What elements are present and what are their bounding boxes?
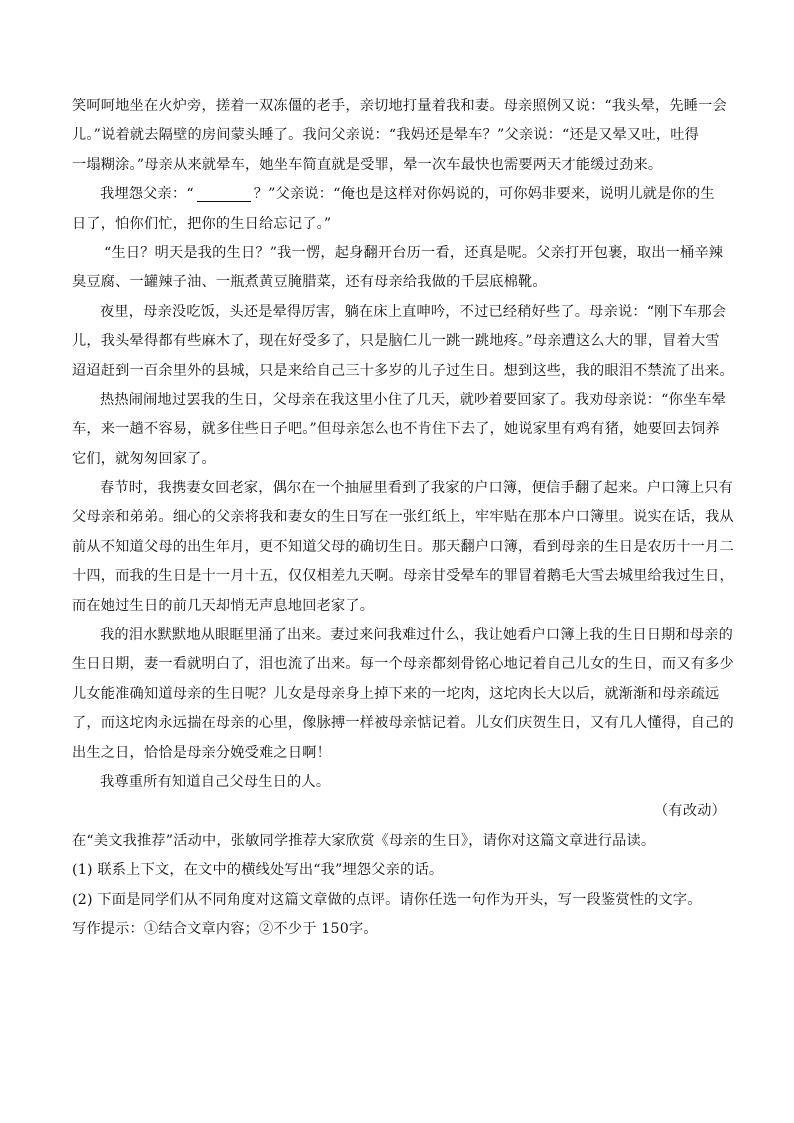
paragraph-line: 儿。”说着就去隔壁的房间蒙头睡了。我问父亲说：“我妈还是晕车？”父亲说：“还是又晕又吐，吐得 [72,127,699,144]
paragraph-line: “生日？明天是我的生日？”我一愣，起身翻开台历一看，还真是呢。父亲打开包裹，取出一桶辛辣 [104,244,724,261]
paragraph-line: 迢迢赶到一百余里外的县城，只是来给自己三十多岁的儿子过生日。想到这些，我的眼泪不禁流了出来。 [72,362,734,379]
paragraph-line: 春节时，我携妻女回老家，偶尔在一个抽屉里看到了我家的户口簿，便信手翻了起来。户口簿上只有 [100,480,734,497]
paragraph-line: 父母亲和弟弟。细心的父亲将我和妻女的生日写在一张红纸上，牢牢贴在那本户口簿里。说实在话，我从 [72,509,734,526]
paragraph-line: 儿，我头晕得都有些麻木了，现在好受多了，只是脑仁儿一跳一跳地疼。”母亲遭这么大的罪，冒着大雪 [72,333,720,350]
paragraph-line: 出生之日，恰恰是母亲分娩受难之日啊！ [72,744,331,761]
paragraph-line: 夜里，母亲没吃饭，头还是晕得厉害，躺在床上直呻吟，不过已经稍好些了。母亲说：“刚下车那会 [100,303,727,320]
question-2: (2) 下面是同学们从不同角度对这篇文章做的点评。请你任选一句作为开头，写一段鉴赏性的文字。 [72,891,702,908]
paragraph-line: 它们，就匆匆回家了。 [72,450,216,467]
document-page [72,92,734,944]
text-segment: ？”父亲说：“俺也是这样对你妈说的，可你妈非要来，说明儿就是你的生 [253,186,715,203]
paragraph-line: 车，来一趟不容易，就多住些日子吧。”但母亲怎么也不肯住下去了，她说家里有鸡有猪，她要回去饲养 [72,421,720,438]
paragraph-line: 臭豆腐、一罐辣子油、一瓶煮黄豆腌腊菜，还有母亲给我做的千层底棉靴。 [72,274,547,291]
paragraph-line: 而在她过生日的前几天却悄无声息地回老家了。 [72,597,375,614]
answer-blank[interactable] [197,185,251,202]
paragraph-line-with-blank [72,180,726,209]
text-segment: 我埋怨父亲：“ [100,186,194,203]
paragraph-line: 了，而这坨肉永远揣在母亲的心里，像脉搏一样被母亲惦记着。儿女们庆贺生日，又有几人懂得，自己的 [72,715,734,732]
paragraph-line: 儿女能准确知道母亲的生日呢？儿女是母亲身上掉下来的一坨肉，这坨肉长大以后，就渐渐和母亲疏远 [72,685,720,702]
paragraph-line: 十四，而我的生日是十一月十五，仅仅相差九天啊。母亲甘受晕车的罪冒着鹅毛大雪去城里给我过生日， [72,568,734,585]
writing-hint: 写作提示：①结合文章内容；②不少于 150字。 [72,920,378,937]
paragraph-line: 热热闹闹地过罢我的生日，父母亲在我这里小住了几天，就吵着要回家了。我劝母亲说：“你坐车晕 [100,391,727,408]
paragraph-line: 日了，怕你们忙，把你的生日给忘记了。” [72,215,332,232]
paragraph-line: 生日日期，妻一看就明白了，泪也流了出来。每一个母亲都刻骨铭心地记着自己儿女的生日，而又有多少 [72,656,734,673]
question-intro: 在“美文我推荐”活动中，张敏同学推荐大家欣赏《母亲的生日》，请你对这篇文章进行品读。 [72,832,656,849]
paragraph-line: 我的泪水默默地从眼眶里涌了出来。妻过来问我难过什么，我让她看户口簿上我的生日日期和母亲的 [100,627,734,644]
paragraph-line: 笑呵呵地坐在火炉旁，搓着一双冻僵的老手，亲切地打量着我和妻。母亲照例又说：“我头晕，先睡一会 [72,98,727,114]
paragraph-line: 一塌糊涂。”母亲从来就晕车，她坐车简直就是受罪，晕一次车最快也需要两天才能缓过劲来。 [72,156,663,173]
revision-note: （有改动） [654,803,726,820]
paragraph-line: 前从不知道父母的出生年月，更不知道父母的确切生日。那天翻户口簿，看到母亲的生日是农历十一月二 [72,538,734,555]
paragraph-line: 我尊重所有知道自己父母生日的人。 [100,773,331,790]
question-1: (1) 联系上下文，在文中的横线处写出“我”埋怨父亲的话。 [72,862,444,879]
